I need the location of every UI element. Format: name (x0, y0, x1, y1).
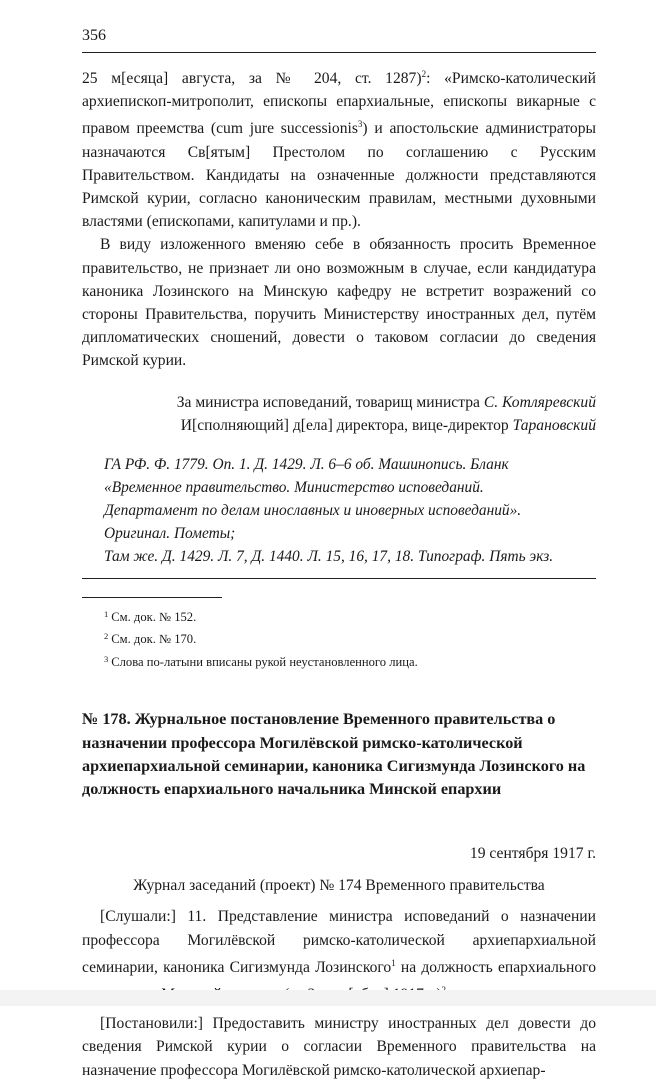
resolved-paragraph: [Постановили:] Предоставить министру иностранных дел довести до сведения Римской курии о согласии Временного правительства на назначение профессора Могилёвской римско-католической архиепар- (82, 1015, 596, 1079)
footnote-divider (82, 597, 222, 598)
archive-line: Там же. Д. 1429. Л. 7, Д. 1440. Л. 15, 16, 17, 18. Типограф. Пять экз. (104, 548, 554, 566)
archive-line: «Временное правительство. Министерство исповеданий. (104, 479, 484, 497)
footnote-item (104, 650, 596, 672)
signature-name: С. Котляревский (483, 393, 596, 411)
intro-text-2: : «Римско-католический архиепископ-митрополит, епископы епархиальные, епископы викарные с правом преемства (cum jure successionis (82, 70, 596, 138)
signature-line (82, 391, 596, 414)
footnote-text: Слова по-латыни вписаны рукой неустановленного лица. (111, 654, 418, 669)
footnote-number: 2 (104, 631, 109, 642)
archive-reference (82, 453, 596, 568)
signature-line (82, 414, 596, 437)
archive-line: Департамент по делам инославных и иноверных исповеданий». (104, 502, 522, 520)
document-date: 19 сентября 1917 г. (469, 845, 596, 863)
footnotes (82, 605, 596, 672)
document-title: № 178. Журнальное постановление Временного правительства о назначении профессора Могилёвской римско-католической архиепархиальной семинарии, каноника Сигизмунда Лозинского на должность епархиального начальника Минской епархии (82, 710, 586, 799)
heard-text-1: [Слушали:] 11. Представление министра исповеданий о назначении профессора Могилёвской римско-католической архиепархиальной семинарии, каноника Сигизмунда Лозинского (82, 908, 596, 976)
footnote-text: См. док. № 170. (111, 632, 197, 647)
archive-line: Оригинал. Пометы; (104, 525, 236, 543)
signature-name: Тарановский (512, 416, 596, 434)
archive-divider (82, 578, 596, 579)
intro-text-3: ) и апостольские администраторы назначаются Св[ятым] Престолом по соглашению с Русским Правительством. Кандидаты на означенные должности представляются Римской курии, согласно каноническим правилам, местными духовными властями (епископами, капитулами и пр.). (82, 120, 596, 231)
archive-line: ГА РФ. Ф. 1779. Оп. 1. Д. 1429. Л. 6–6 об. Машинопись. Бланк (104, 456, 509, 474)
signature-block (82, 391, 596, 437)
footnote-item (104, 605, 596, 627)
document-page (82, 20, 596, 1082)
footnote-ref-1: 1 (391, 957, 396, 968)
footnote-number: 3 (104, 653, 109, 664)
request-paragraph: В виду изложенного вменяю себе в обязанность просить Временное правительство, не признает ли оно возможным в случае, если кандидатура каноника Лозинского на Минскую кафедру не встретит возражений со стороны Правительства, поручить Министерству иностранных дел, путём дипломатических сношений, довести о таковом согласии до сведения Римской курии. (82, 236, 596, 370)
page-number: 356 (82, 27, 106, 44)
footnote-text: См. док. № 152. (111, 610, 197, 625)
footnote-ref-2: 2 (421, 69, 427, 79)
footnote-number: 1 (104, 609, 109, 620)
signature-role: И[сполняющий] д[ела] директора, вице-директор (180, 416, 509, 434)
footnote-item (104, 627, 596, 649)
heard-text-2: на должность епархиального (400, 958, 596, 976)
scan-bottom-edge (0, 990, 656, 1006)
footnote-ref-3: 3 (357, 119, 363, 130)
page-header (82, 20, 596, 53)
journal-heading: Журнал заседаний (проект) № 174 Временного правительства (133, 877, 545, 895)
intro-paragraph (82, 63, 596, 233)
intro-text-1: 25 м[есяца] августа, за № 204, ст. 1287) (82, 70, 422, 87)
signature-role: За министра исповеданий, товарищ министра (176, 393, 480, 411)
